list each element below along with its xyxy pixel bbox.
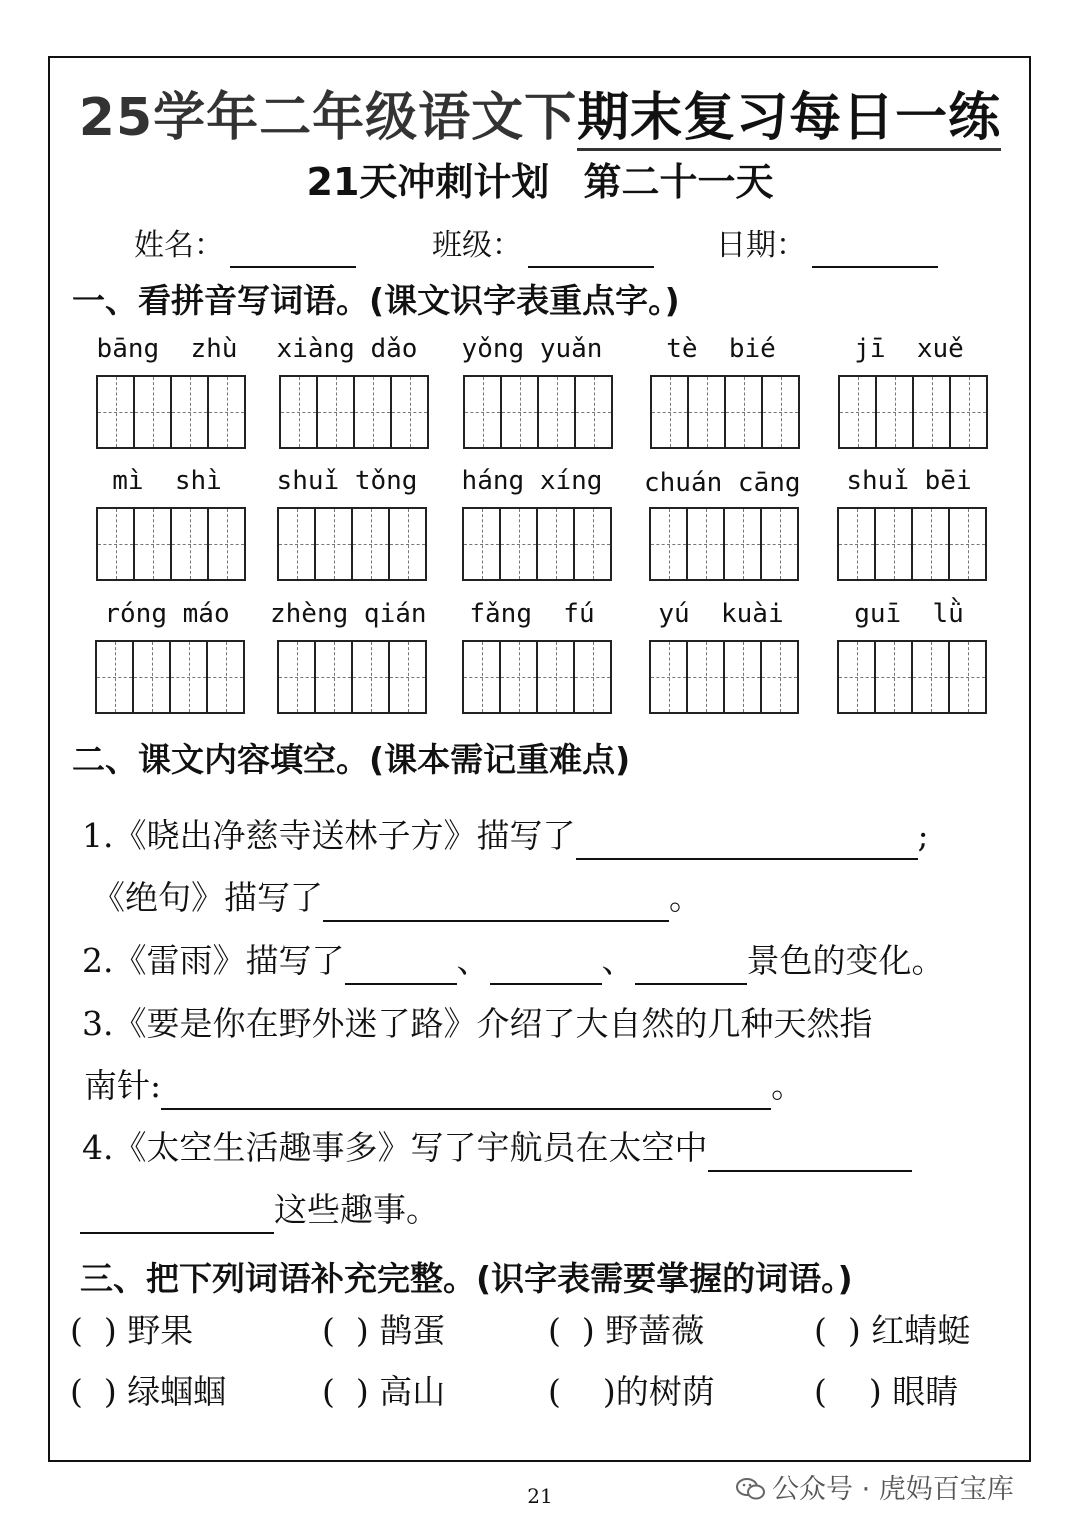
title-part1: 25学年二年级语文下	[78, 88, 578, 148]
wechat-icon	[736, 1477, 766, 1501]
answer-grid[interactable]	[277, 640, 427, 714]
answer-grid[interactable]	[837, 640, 987, 714]
name-blank[interactable]	[230, 230, 356, 268]
answer-grid[interactable]	[96, 507, 246, 581]
section1-heading: 一、看拼音写词语。(课文识字表重点字。)	[72, 281, 680, 320]
pinyin-label: shuǐ tǒng	[276, 466, 418, 496]
name-field[interactable]: 姓名：	[134, 224, 356, 268]
answer-grid[interactable]	[650, 375, 800, 449]
answer-blank[interactable]	[80, 1196, 274, 1234]
question-1a: 1.《晓出净慈寺送林子方》描写了 ;	[82, 812, 929, 860]
date-field[interactable]: 日期：	[716, 224, 938, 268]
subtitle-part1: 21天冲刺计划	[306, 160, 550, 204]
question-4a: 4.《太空生活趣事多》写了宇航员在太空中	[82, 1124, 912, 1172]
answer-blank[interactable]	[576, 822, 918, 860]
subtitle-part2: 第二十一天	[583, 160, 774, 204]
page-number: 21	[527, 1484, 553, 1508]
answer-blank[interactable]	[708, 1134, 912, 1172]
fill-word[interactable]: ( ) 高山	[322, 1372, 446, 1411]
fill-word[interactable]: ( ) 红蜻蜓	[814, 1311, 971, 1350]
fill-word[interactable]: ( ) 绿蝈蝈	[70, 1372, 227, 1411]
pinyin-label: zhèng qián	[270, 599, 427, 629]
question-2: 2.《雷雨》描写了 、 、 景色的变化。	[82, 937, 945, 985]
answer-grid[interactable]	[95, 640, 245, 714]
answer-grid[interactable]	[649, 640, 799, 714]
pinyin-label: chuán cāng	[644, 468, 801, 498]
answer-grid[interactable]	[279, 375, 429, 449]
answer-grid[interactable]	[462, 507, 612, 581]
question-4b: 这些趣事。	[80, 1186, 439, 1234]
question-3b: 南针: 。	[84, 1062, 804, 1110]
fill-word[interactable]: ( ) 野果	[70, 1311, 194, 1350]
pinyin-label: jī xuě	[854, 334, 964, 364]
question-3a: 3.《要是你在野外迷了路》介绍了大自然的几种天然指	[82, 1004, 873, 1043]
pinyin-label: yú kuài	[658, 599, 784, 629]
answer-blank[interactable]	[345, 947, 457, 985]
class-blank[interactable]	[528, 230, 654, 268]
date-blank[interactable]	[812, 230, 938, 268]
section3-heading: 三、把下列词语补充完整。(识字表需要掌握的词语。)	[80, 1259, 853, 1298]
pinyin-label: háng xíng	[461, 466, 603, 496]
pinyin-label: mì shì	[112, 466, 222, 496]
answer-grid[interactable]	[462, 640, 612, 714]
title-part2: 期末复习每日一练	[577, 88, 1001, 151]
fill-word[interactable]: ( ) 鹊蛋	[322, 1311, 446, 1350]
answer-grid[interactable]	[96, 375, 246, 449]
pinyin-label: bāng zhù	[96, 334, 238, 364]
watermark: 公众号 · 虎妈百宝库	[736, 1467, 1014, 1506]
answer-grid[interactable]	[649, 507, 799, 581]
pinyin-label: yǒng yuǎn	[461, 334, 603, 364]
answer-grid[interactable]	[463, 375, 613, 449]
worksheet-subtitle	[0, 157, 1080, 207]
worksheet-title	[0, 86, 1080, 150]
answer-blank[interactable]	[161, 1072, 771, 1110]
pinyin-label: xiàng dǎo	[276, 334, 418, 364]
answer-blank[interactable]	[635, 947, 747, 985]
pinyin-label: tè bié	[666, 334, 776, 364]
answer-grid[interactable]	[277, 507, 427, 581]
question-1b: 《绝句》描写了 。	[92, 874, 702, 922]
answer-blank[interactable]	[323, 884, 669, 922]
fill-word[interactable]: ( )的树荫	[548, 1372, 715, 1411]
pinyin-label: shuǐ bēi	[846, 466, 972, 496]
pinyin-label: fǎng fú	[469, 599, 595, 629]
answer-grid[interactable]	[838, 375, 988, 449]
pinyin-label: guī lǜ	[854, 599, 964, 629]
pinyin-label: róng máo	[104, 599, 230, 629]
class-field[interactable]: 班级：	[432, 224, 654, 268]
answer-blank[interactable]	[490, 947, 602, 985]
fill-word[interactable]: ( ) 野蔷薇	[548, 1311, 705, 1350]
fill-word[interactable]: ( ) 眼睛	[814, 1372, 959, 1411]
section2-heading: 二、课文内容填空。(课本需记重难点)	[72, 740, 631, 779]
answer-grid[interactable]	[837, 507, 987, 581]
